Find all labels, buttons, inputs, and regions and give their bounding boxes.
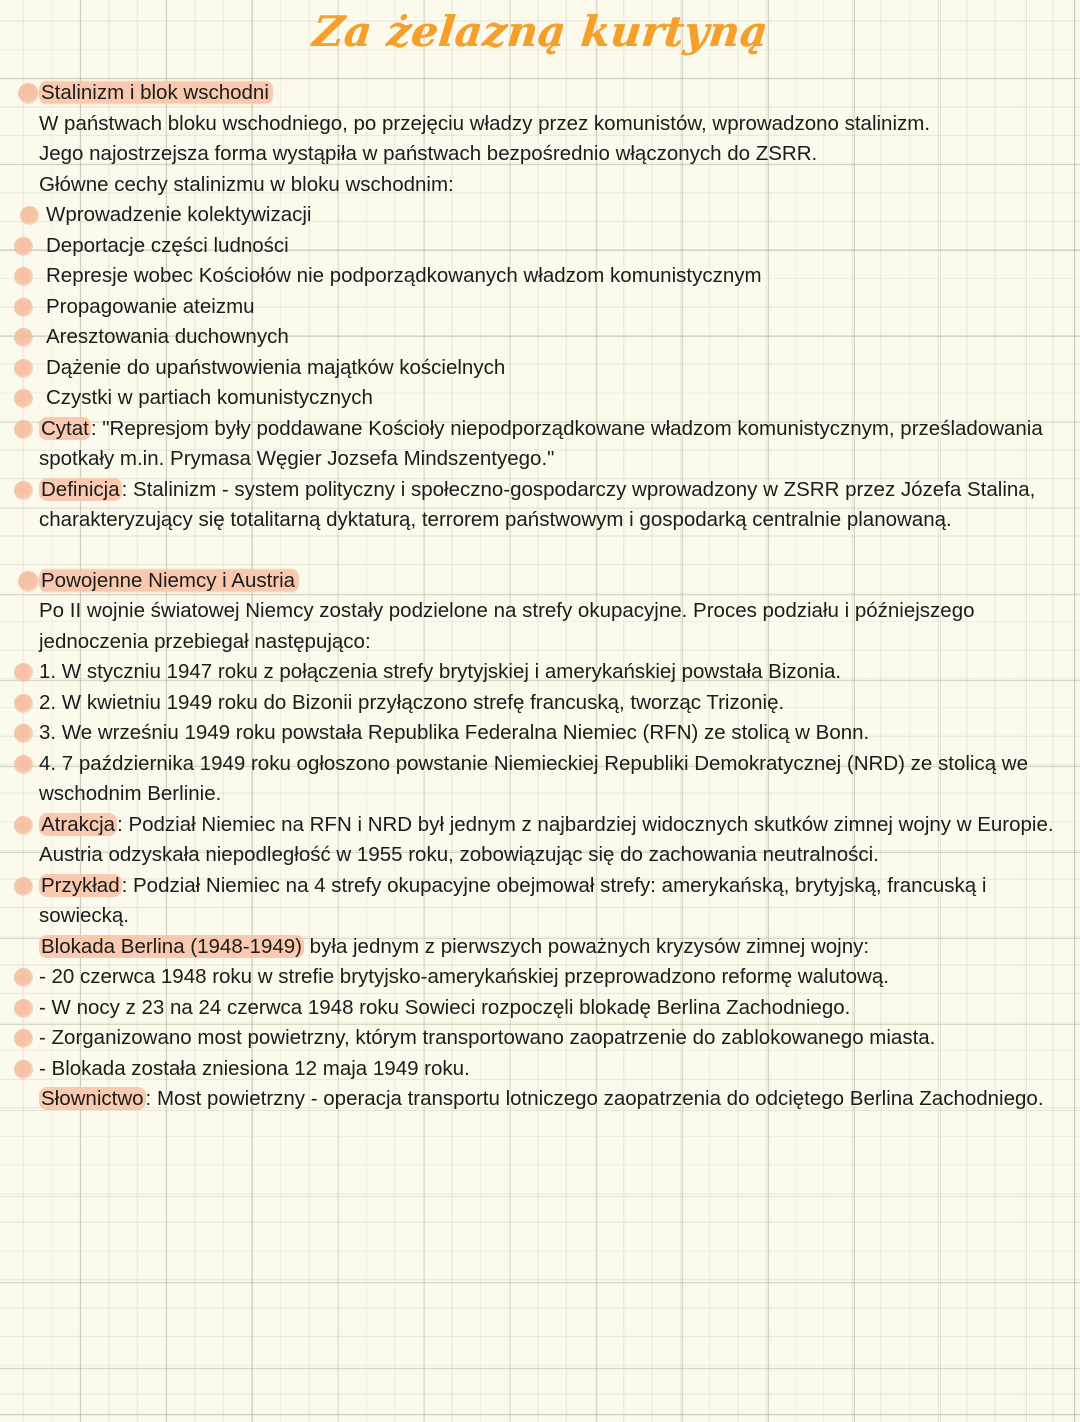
- numbered-list-item-label: 3. We wrześniu 1949 roku powstała Republika Federalna Niemiec (RFN) ze stolicą w Bonn.: [39, 721, 870, 744]
- definition-text: : Stalinizm - system polityczny i społeczno-gospodarczy wprowadzony w ZSRR przez Józefa Stalina, charakteryzujący się totalitarną dyktaturą, terrorem państwowym i gospodarką centralnie planowaną.: [39, 477, 1036, 531]
- page-title-container: [0, 4, 1080, 60]
- vocabulary-block: [16, 1084, 1068, 1115]
- list-item-label: Dążenie do upaństwowienia majątków kościelnych: [46, 355, 506, 379]
- attraction-marker-icon: [14, 816, 33, 835]
- bullet-marker-icon: [14, 237, 33, 256]
- attraction-label: Atrakcja: [41, 812, 116, 836]
- paragraph-line: W państwach bloku wschodniego, po przejęciu władzy przez komunistów, wprowadzono stalinizm.: [39, 111, 931, 135]
- example-marker-icon: [14, 877, 33, 896]
- list-item-label: Wprowadzenie kolektywizacji: [46, 203, 312, 226]
- list-item: [16, 231, 1068, 262]
- numbered-list-item-label: 1. W styczniu 1947 roku z połączenia strefy brytyjskiej i amerykańskiej powstała Bizonia.: [39, 660, 842, 683]
- bullet-marker-icon: [14, 328, 33, 347]
- section-heading-label: Stalinizm i blok wschodni: [39, 80, 273, 105]
- section-heading-label: Powojenne Niemcy i Austria: [39, 568, 299, 593]
- dash-list-item: [16, 962, 1068, 993]
- list-item: [16, 353, 1068, 384]
- dash-list-item: [16, 993, 1068, 1024]
- definition-label: Definicja: [41, 477, 120, 501]
- paragraph-line: Po II wojnie światowej Niemcy zostały podzielone na strefy okupacyjne. Proces podziału i późniejszego jednoczenia przebiegał następująco:: [39, 599, 975, 653]
- bullet-marker-icon: [14, 298, 33, 317]
- blockade-text: była jednym z pierwszych poważnych kryzysów zimnej wojny:: [303, 934, 870, 958]
- example-label: Przykład: [41, 873, 120, 897]
- quote-block: [16, 414, 1068, 475]
- numbered-list-item-label: 2. W kwietniu 1949 roku do Bizonii przyłączono strefę francuską, tworząc Trizonię.: [39, 690, 785, 714]
- list-item-label: Czystki w partiach komunistycznych: [46, 386, 373, 409]
- paragraph-line: Jego najostrzejsza forma wystąpiła w państwach bezpośrednio włączonych do ZSRR.: [39, 142, 818, 165]
- numbered-list-item: [16, 657, 1068, 688]
- section-heading-stalinism: [16, 78, 1068, 109]
- example-text: : Podział Niemiec na 4 strefy okupacyjne obejmował strefy: amerykańską, brytyjską, francuską i sowiecką.: [39, 873, 987, 927]
- list-item: [16, 322, 1068, 353]
- list-item: [16, 261, 1068, 292]
- example-block: [16, 871, 1068, 932]
- dash-list-item: [16, 1023, 1068, 1054]
- vocabulary-text: : Most powietrzny - operacja transportu lotniczego zaopatrzenia do odciętego Berlina Zachodniego.: [145, 1087, 1044, 1110]
- quote-label: Cytat: [41, 416, 89, 440]
- dash-marker-icon: [14, 1060, 33, 1079]
- bullet-marker-icon: [14, 359, 33, 378]
- number-marker-icon: [14, 724, 33, 743]
- list-item-label: Propagowanie ateizmu: [46, 294, 255, 318]
- numbered-list-item: [16, 718, 1068, 749]
- quote-text: : "Represjom były poddawane Kościoły niepodporządkowane władzom komunistycznym, prześladowania spotkały m.in. Prymasa Węgier Jozsefa Mindszentyego.": [39, 416, 1043, 470]
- numbered-list-item-label: 4. 7 października 1949 roku ogłoszono powstanie Niemieckiej Republiki Demokratycznej (NRD) ze stolicą we wschodnim Berlinie.: [39, 751, 1029, 805]
- dash-list-item-label: - Blokada została zniesiona 12 maja 1949 roku.: [39, 1056, 470, 1080]
- bullet-marker-icon: [14, 267, 33, 286]
- paragraph-line: Austria odzyskała niepodległość w 1955 roku, zobowiązując się do zachowania neutralności.: [39, 843, 879, 866]
- dash-list-item-label: - 20 czerwca 1948 roku w strefie brytyjsko-amerykańskiej przeprowadzono reformę walutową.: [39, 965, 889, 988]
- quote-marker-icon: [14, 420, 33, 439]
- number-marker-icon: [14, 694, 33, 713]
- definition-block: [16, 475, 1068, 536]
- dash-marker-icon: [14, 999, 33, 1018]
- attraction-text: : Podział Niemiec na RFN i NRD był jednym z najbardziej widocznych skutków zimnej wojny w Europie.: [117, 812, 1054, 836]
- vocabulary-label: Słownictwo: [41, 1087, 144, 1110]
- list-item-label: Represje wobec Kościołów nie podporządkowanych władzom komunistycznym: [46, 264, 762, 287]
- note-content: [16, 78, 1068, 1115]
- paragraph-line: Główne cechy stalinizmu w bloku wschodnim:: [39, 172, 454, 196]
- bullet-marker-icon: [14, 389, 33, 408]
- list-item: [16, 383, 1068, 414]
- section-heading-postwar-germany: [16, 566, 1068, 597]
- heading-marker-icon: [18, 83, 39, 104]
- list-item: [16, 292, 1068, 323]
- section-spacer: [16, 536, 1068, 566]
- number-marker-icon: [14, 663, 33, 682]
- list-item: [16, 200, 1068, 231]
- number-marker-icon: [14, 755, 33, 774]
- bullet-marker-icon: [20, 206, 39, 225]
- dash-marker-icon: [14, 1029, 33, 1048]
- heading-marker-icon: [18, 571, 39, 592]
- numbered-list-item: [16, 688, 1068, 719]
- dash-list-item-label: - Zorganizowano most powietrzny, którym transportowano zaopatrzenie do zablokowanego miasta.: [39, 1026, 936, 1049]
- attraction-block: [16, 810, 1068, 841]
- list-item-label: Aresztowania duchownych: [46, 325, 289, 348]
- blockade-label: Blokada Berlina (1948-1949): [41, 934, 302, 958]
- page-title: Za żelazną kurtyną: [310, 7, 771, 56]
- definition-marker-icon: [14, 481, 33, 500]
- dash-list-item-label: - W nocy z 23 na 24 czerwca 1948 roku Sowieci rozpoczęli blokadę Berlina Zachodniego.: [39, 995, 851, 1019]
- numbered-list-item: [16, 749, 1068, 810]
- list-item-label: Deportacje części ludności: [46, 233, 289, 257]
- dash-marker-icon: [14, 968, 33, 987]
- blockade-block: [16, 932, 1068, 963]
- dash-list-item: [16, 1054, 1068, 1085]
